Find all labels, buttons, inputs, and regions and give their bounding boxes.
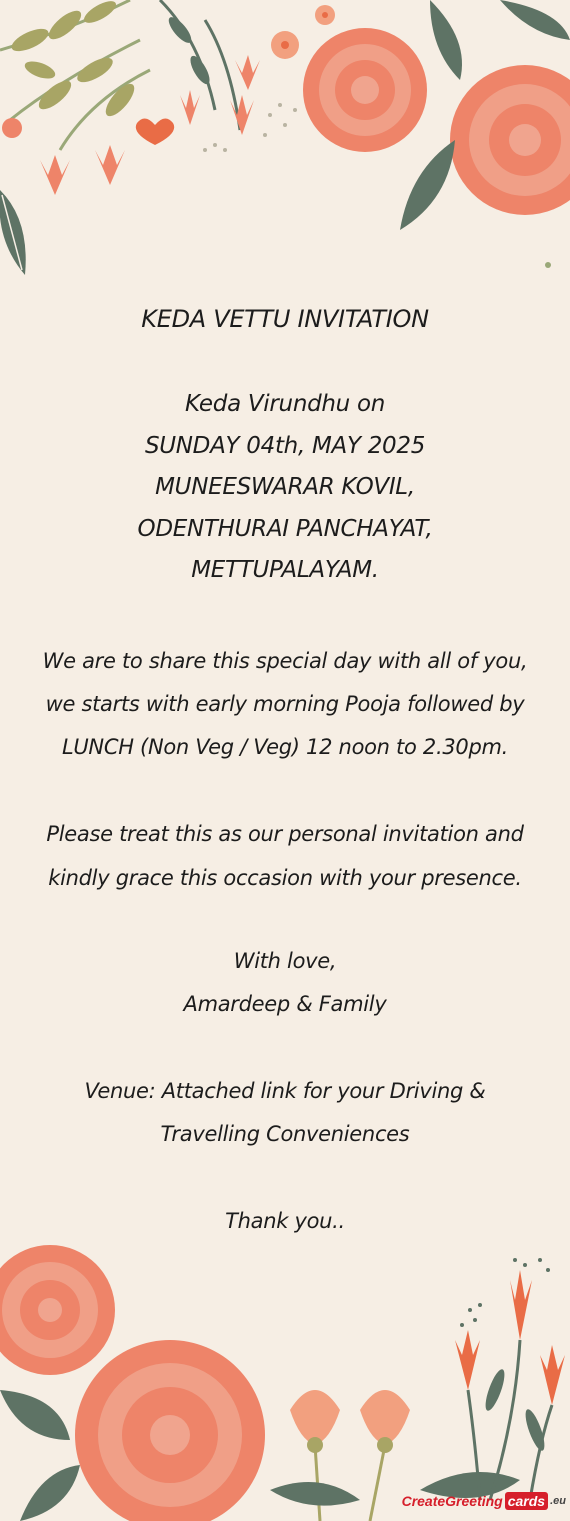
event-town: METTUPALAYAM. xyxy=(191,557,379,583)
chrysanthemum-bottom-center xyxy=(75,1340,265,1521)
schedule-line: we starts with early morning Pooja followed by xyxy=(45,692,525,716)
heart-icon xyxy=(136,118,174,145)
event-venue-name: MUNEESWARAR KOVIL, xyxy=(155,474,415,500)
top-floral-decoration xyxy=(0,0,570,280)
peach-tulips-bottom xyxy=(290,1390,410,1445)
schedule-line: LUNCH (Non Veg / Veg) 12 noon to 2.30pm. xyxy=(61,735,509,759)
event-date: SUNDAY 04th, MAY 2025 xyxy=(144,432,426,459)
chrysanthemum-top-right xyxy=(450,65,570,215)
closing-salutation: With love, xyxy=(233,949,337,973)
request-paragraph xyxy=(0,812,570,900)
event-details xyxy=(0,384,570,592)
orange-tulips-right xyxy=(455,1270,565,1405)
dark-leaves-bottom-left xyxy=(0,1390,80,1521)
bottom-floral-decoration xyxy=(0,1240,570,1521)
host-name: Amardeep & Family xyxy=(183,992,387,1016)
watermark-tld: .eu xyxy=(550,1495,566,1507)
schedule-line: We are to share this special day with all of you, xyxy=(42,649,528,673)
chrysanthemum-top-center xyxy=(303,28,427,152)
brand-watermark[interactable] xyxy=(402,1486,566,1516)
schedule-paragraph xyxy=(0,640,570,769)
watermark-brand: CreateGreeting xyxy=(401,1493,503,1509)
title-text: KEDA VETTU INVITATION xyxy=(141,305,429,333)
invitation-title xyxy=(0,300,570,338)
coral-tulips-left xyxy=(2,118,125,195)
watermark-highlight: cards xyxy=(505,1492,548,1510)
signature-block xyxy=(0,940,570,1026)
thanks-text: Thank you.. xyxy=(225,1209,345,1233)
request-line: Please treat this as our personal invitation and xyxy=(46,822,524,846)
event-panchayat: ODENTHURAI PANCHAYAT, xyxy=(137,515,433,542)
chrysanthemum-bottom-left xyxy=(0,1245,115,1375)
venue-line: Travelling Conveniences xyxy=(160,1122,410,1146)
venue-line: Venue: Attached link for your Driving & xyxy=(84,1079,486,1103)
event-intro: Keda Virundhu on xyxy=(184,391,386,417)
dark-leaf-left xyxy=(0,190,26,275)
request-line: kindly grace this occasion with your presence. xyxy=(48,866,522,890)
thanks-note xyxy=(0,1200,570,1243)
venue-note xyxy=(0,1070,570,1156)
